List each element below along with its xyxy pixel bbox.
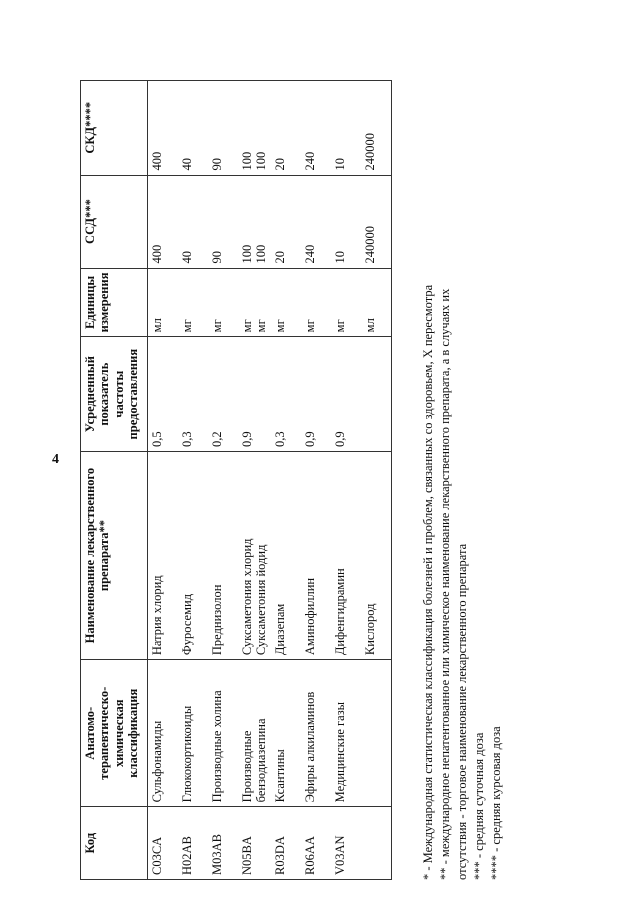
cell-skd (361, 81, 392, 176)
skd-value: 240000 (362, 133, 377, 171)
drug-table (80, 80, 392, 880)
cell-code: V03AN (331, 807, 361, 880)
skd-value: 100 (240, 151, 254, 171)
cell-unit (331, 268, 361, 337)
cell-name (238, 452, 271, 660)
cell-atc (361, 660, 392, 807)
skd-value: 10 (332, 158, 347, 171)
header-code: Код (81, 807, 148, 880)
footnote: *** - средняя суточная доза (471, 732, 486, 880)
ssd-value: 400 (150, 244, 164, 264)
table-row (208, 81, 238, 880)
ssd-value: 90 (210, 251, 224, 264)
drug-name: Диазепам (272, 603, 287, 656)
cell-skd (301, 81, 331, 176)
cell-ssd (178, 175, 208, 268)
cell-atc: Производные бензодиазепина (238, 660, 271, 807)
footnote: **** - средняя курсовая доза (488, 726, 503, 880)
ssd-value: 240 (302, 244, 317, 264)
cell-name (178, 452, 208, 660)
cell-atc: Эфиры алкиламинов (301, 660, 331, 807)
table-row (148, 81, 179, 880)
ssd-value: 20 (272, 251, 287, 264)
table-row (238, 81, 271, 880)
skd-value: 40 (180, 158, 194, 171)
ssd-value: 10 (332, 251, 347, 264)
header-atc: Анатомо-терапевтическо-химическая классификация (81, 660, 148, 807)
footnote: отсутствия - торговое наименование лекарственного препарата (454, 543, 469, 880)
cell-code: R03DA (271, 807, 301, 880)
unit-value: мг (332, 319, 347, 333)
drug-name: Дифенгидрамин (332, 568, 347, 656)
unit-value: мг (240, 319, 254, 333)
skd-value: 90 (210, 158, 224, 171)
cell-name (331, 452, 361, 660)
cell-frequency: 0,3 (271, 337, 301, 452)
rotated-content (80, 80, 540, 880)
cell-frequency: 0,9 (331, 337, 361, 452)
table-row (301, 81, 331, 880)
page-number: 4 (52, 452, 59, 467)
drug-name: Суксаметония йодид (254, 544, 269, 656)
unit-value: мг (302, 319, 317, 333)
cell-ssd (208, 175, 238, 268)
drug-name: Суксаметония хлорид (240, 538, 254, 656)
unit-value: мг (180, 319, 194, 333)
cell-skd (148, 81, 179, 176)
skd-value: 20 (272, 158, 287, 171)
cell-frequency (361, 337, 392, 452)
cell-ssd (148, 175, 179, 268)
cell-ssd (331, 175, 361, 268)
ssd-value: 100 (240, 244, 254, 264)
cell-code: H02AB (178, 807, 208, 880)
cell-unit (361, 268, 392, 337)
cell-name (361, 452, 392, 660)
cell-unit (178, 268, 208, 337)
cell-ssd (238, 175, 271, 268)
table-header-row (81, 81, 148, 880)
footnote: ** - международное непатентованное или химическое наименование лекарственного препарата, а в случаях их (437, 288, 452, 880)
cell-unit (301, 268, 331, 337)
header-frequency: Усредненный показатель частоты предоставления (81, 337, 148, 452)
header-unit: Единицы измерения (81, 268, 148, 337)
cell-atc: Производные холина (208, 660, 238, 807)
drug-name: Кислород (362, 603, 377, 656)
cell-name (301, 452, 331, 660)
header-skd: СКД**** (81, 81, 148, 176)
unit-value: мл (362, 318, 377, 333)
cell-atc: Ксантины (271, 660, 301, 807)
ssd-value: 100 (254, 244, 269, 264)
footnote: * - Международная статистическая классификация болезней и проблем, связанных со здоровьем, X пересмотра (421, 284, 435, 880)
header-ssd: ССД*** (81, 175, 148, 268)
table-row (271, 81, 301, 880)
ssd-value: 240000 (362, 226, 377, 264)
unit-value: мг (254, 319, 269, 333)
cell-frequency: 0,3 (178, 337, 208, 452)
cell-unit (271, 268, 301, 337)
cell-frequency: 0,9 (238, 337, 271, 452)
skd-value: 240 (302, 151, 317, 171)
cell-frequency: 0,2 (208, 337, 238, 452)
footnotes (420, 80, 504, 880)
drug-name: Преднизолон (210, 584, 224, 656)
cell-frequency: 0,5 (148, 337, 179, 452)
cell-atc: Сульфонамиды (148, 660, 179, 807)
cell-name (271, 452, 301, 660)
drug-name: Аминофиллин (302, 577, 317, 656)
cell-skd (238, 81, 271, 176)
table-row (361, 81, 392, 880)
table-row (178, 81, 208, 880)
cell-atc: Медицинские газы (331, 660, 361, 807)
cell-name (148, 452, 179, 660)
cell-unit (148, 268, 179, 337)
table-row (331, 81, 361, 880)
unit-value: мг (272, 319, 287, 333)
ssd-value: 40 (180, 251, 194, 264)
cell-skd (178, 81, 208, 176)
skd-value: 400 (150, 151, 164, 171)
drug-name: Натрия хлорид (150, 575, 164, 656)
cell-unit (238, 268, 271, 337)
header-name: Наименование лекарственного препарата** (81, 452, 148, 660)
cell-ssd (301, 175, 331, 268)
cell-code: N05BA (238, 807, 271, 880)
cell-name (208, 452, 238, 660)
cell-code (361, 807, 392, 880)
cell-unit (208, 268, 238, 337)
cell-code: R06AA (301, 807, 331, 880)
unit-value: мл (150, 318, 164, 333)
cell-skd (271, 81, 301, 176)
cell-skd (331, 81, 361, 176)
drug-name: Фуросемид (180, 593, 194, 656)
unit-value: мг (210, 319, 224, 333)
cell-skd (208, 81, 238, 176)
cell-ssd (271, 175, 301, 268)
cell-frequency: 0,9 (301, 337, 331, 452)
cell-code: M03AB (208, 807, 238, 880)
skd-value: 100 (254, 151, 269, 171)
cell-code: C03CA (148, 807, 179, 880)
cell-ssd (361, 175, 392, 268)
cell-atc: Глюкокортикоиды (178, 660, 208, 807)
